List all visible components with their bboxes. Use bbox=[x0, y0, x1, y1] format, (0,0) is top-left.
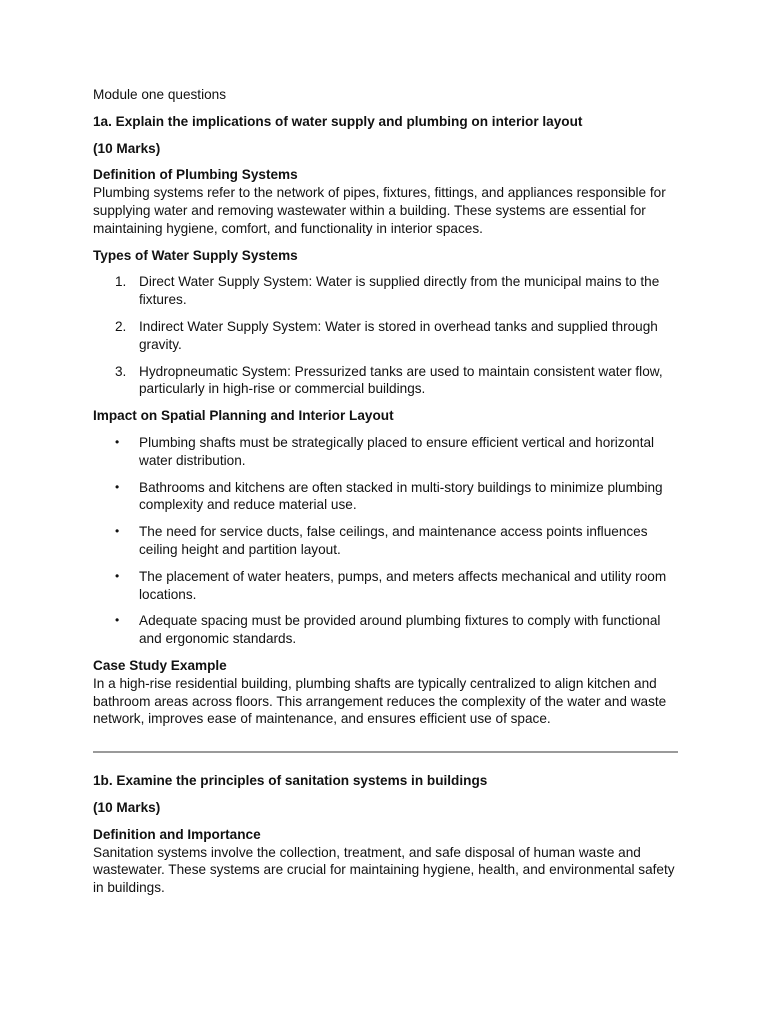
water-supply-types-list bbox=[93, 273, 678, 398]
impact-list bbox=[93, 434, 678, 648]
bullet-icon: • bbox=[115, 434, 120, 449]
list-item bbox=[93, 363, 678, 399]
list-item-text: Direct Water Supply System: Water is supplied directly from the municipal mains to the fixtures. bbox=[139, 274, 660, 308]
section-divider bbox=[93, 751, 678, 753]
water-supply-types-heading: Types of Water Supply Systems bbox=[93, 247, 298, 263]
plumbing-definition-heading: Definition of Plumbing Systems bbox=[93, 167, 298, 183]
list-item-text: Plumbing shafts must be strategically placed to ensure efficient vertical and horizontal water distribution. bbox=[139, 434, 655, 468]
list-item-text: Hydropneumatic System: Pressurized tanks are used to maintain consistent water flow, particularly in high-rise or commercial buildings. bbox=[139, 363, 663, 397]
list-item bbox=[93, 479, 678, 515]
plumbing-definition-text: Plumbing systems refer to the network of pipes, fixtures, fittings, and appliances responsible for supplying water and removing wastewater within a building. These systems are essential for maintaining hygiene, comfort, and functionality in interior spaces. bbox=[93, 185, 666, 236]
case-study-text: In a high-rise residential building, plumbing shafts are typically centralized to align kitchen and bathroom areas across floors. This arrangement reduces the complexity of the water and waste network, improves ease of maintenance, and ensures efficient use of space. bbox=[93, 675, 667, 727]
list-item-text: Indirect Water Supply System: Water is stored in overhead tanks and supplied through gravity. bbox=[139, 318, 658, 352]
impact-heading: Impact on Spatial Planning and Interior Layout bbox=[93, 408, 394, 424]
list-item bbox=[93, 318, 678, 354]
question-1a-marks: (10 Marks) bbox=[93, 140, 161, 156]
question-1b-title: 1b. Examine the principles of sanitation systems in buildings bbox=[93, 773, 488, 789]
question-1a-title: 1a. Explain the implications of water supply and plumbing on interior layout bbox=[93, 113, 583, 129]
bullet-icon: • bbox=[115, 568, 120, 583]
list-number: 1. bbox=[115, 274, 127, 290]
list-item-text: Bathrooms and kitchens are often stacked in multi-story buildings to minimize plumbing complexity and reduce material use. bbox=[139, 479, 663, 513]
list-item bbox=[93, 568, 678, 604]
bullet-icon: • bbox=[115, 613, 120, 628]
list-item bbox=[93, 273, 678, 309]
list-item bbox=[93, 523, 678, 559]
list-number: 3. bbox=[115, 363, 127, 379]
sanitation-definition-heading: Definition and Importance bbox=[93, 826, 261, 842]
list-item-text: Adequate spacing must be provided around plumbing fixtures to comply with functional and ergonomic standards. bbox=[139, 613, 661, 647]
list-item bbox=[93, 612, 678, 648]
list-item-text: The need for service ducts, false ceilings, and maintenance access points influences ceiling height and partition layout. bbox=[139, 524, 648, 557]
list-item-text: The placement of water heaters, pumps, and meters affects mechanical and utility room locations. bbox=[139, 568, 667, 602]
bullet-icon: • bbox=[115, 479, 120, 494]
case-study-heading: Case Study Example bbox=[93, 657, 227, 673]
module-label: Module one questions bbox=[93, 87, 227, 102]
bullet-icon: • bbox=[115, 524, 120, 539]
question-1b-marks: (10 Marks) bbox=[93, 799, 161, 815]
list-number: 2. bbox=[115, 318, 127, 334]
sanitation-definition-text: Sanitation systems involve the collection, treatment, and safe disposal of human waste and wastewater. These systems are crucial for maintaining hygiene, health, and environmental safety in buildings. bbox=[93, 844, 675, 896]
list-item bbox=[93, 434, 678, 470]
